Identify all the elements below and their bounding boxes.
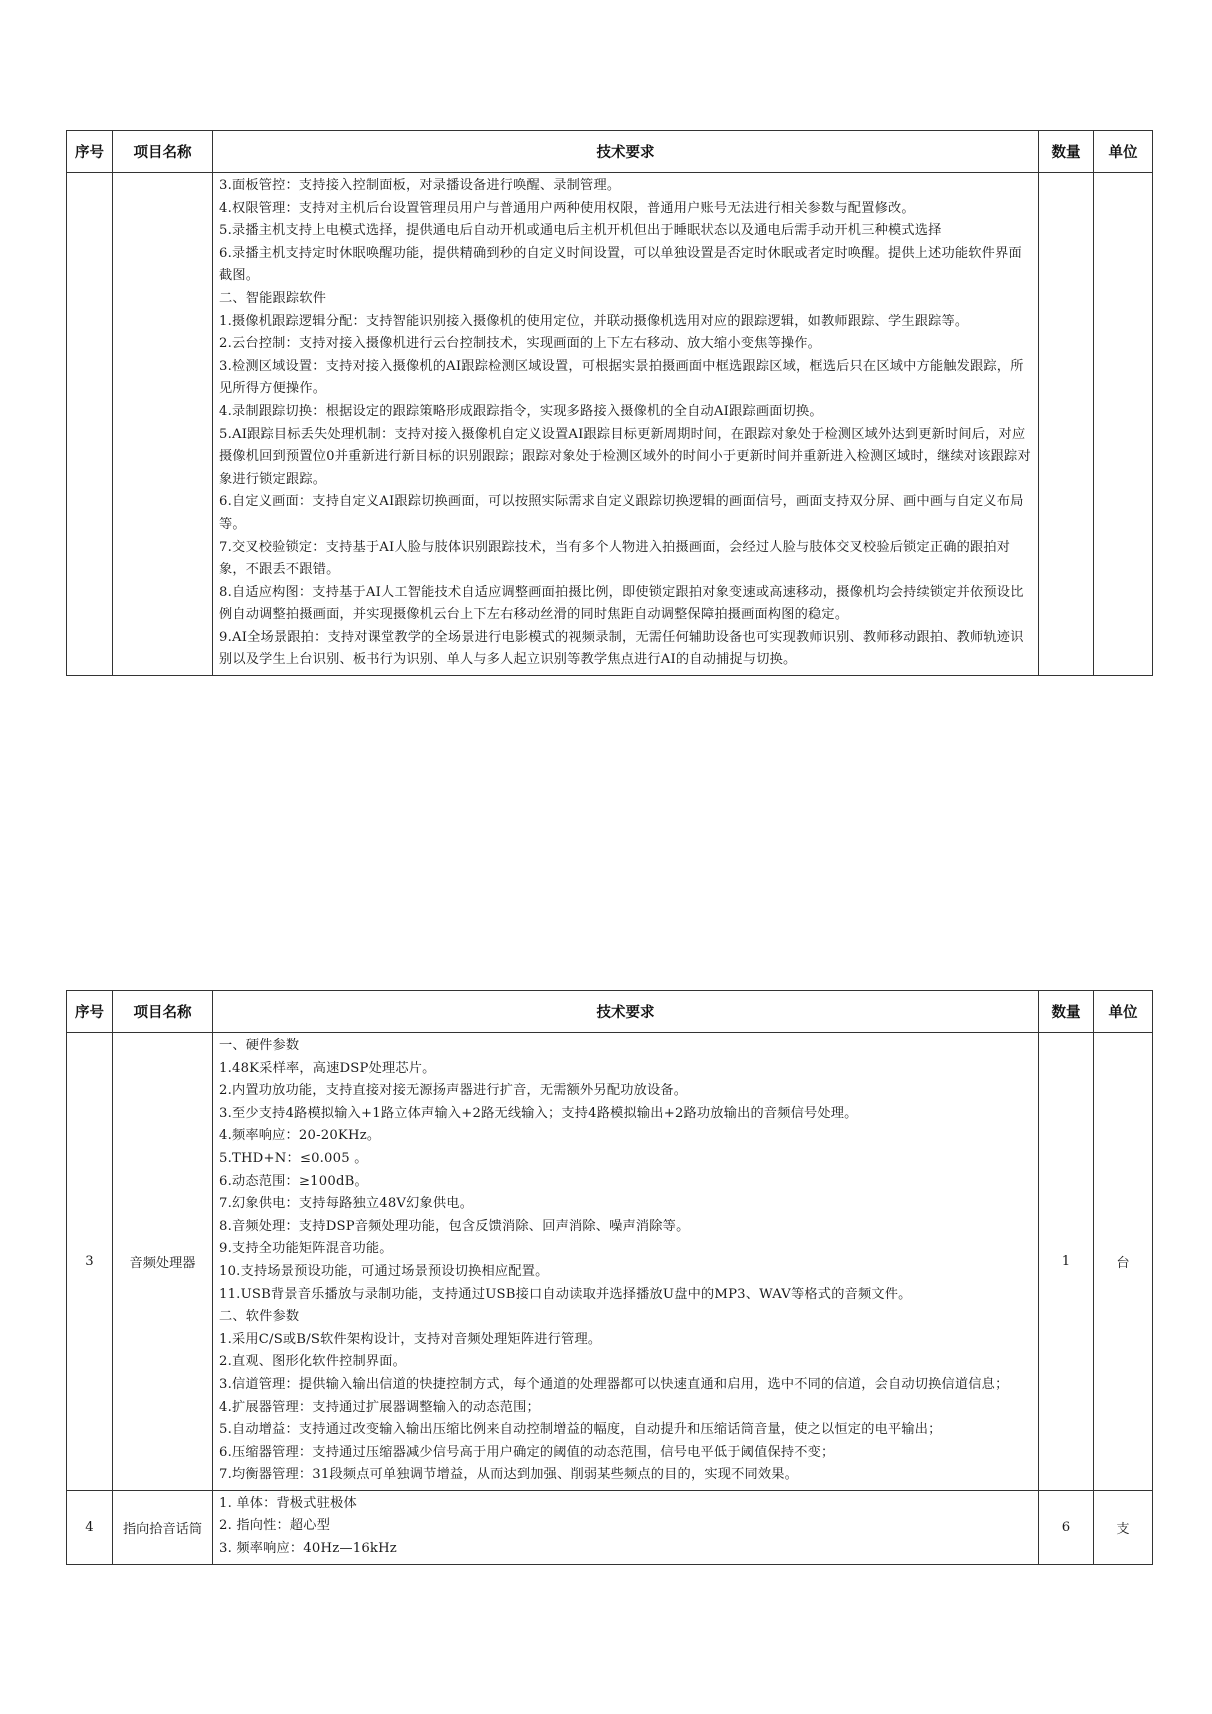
requirement-line: 6.录播主机支持定时休眠唤醒功能，提供精确到秒的自定义时间设置，可以单独设置是否定时休眠或者定时唤醒。提供上述功能软件界面截图。 [219,245,1022,284]
cell-quantity: 6 [1039,1490,1094,1564]
requirement-line: 3.面板管控：支持接入控制面板，对录播设备进行唤醒、录制管理。 [219,178,621,193]
cell-index: 3 [67,1033,113,1491]
requirement-line: 4.权限管理：支持对主机后台设置管理员用户与普通用户两种使用权限，普通用户账号无法进行相关参数与配置修改。 [219,200,915,216]
requirement-line: 8.音频处理：支持DSP音频处理功能，包含反馈消除、回声消除、噪声消除等。 [219,1218,690,1234]
header-unit: 单位 [1094,991,1153,1033]
requirement-line: 7.交叉校验锁定：支持基于AI人脸与肢体识别跟踪技术，当有多个人物进入拍摄画面，会经过人脸与肢体交叉校验后锁定正确的跟拍对象，不跟丢不跟错。 [219,539,1011,578]
table-header-row [67,131,1153,173]
table-row [67,173,1153,676]
requirement-line: 2. 指向性：超心型 [219,1518,331,1534]
requirement-line: 1.采用C/S或B/S软件架构设计，支持对音频处理矩阵进行管理。 [219,1331,602,1347]
requirement-line: 5.录播主机支持上电模式选择，提供通电后自动开机或通电后主机开机但出于睡眠状态以及通电后需手动开机三种模式选择 [219,223,942,239]
header-quantity: 数量 [1039,131,1094,173]
header-requirements: 技术要求 [213,991,1039,1033]
requirement-line: 2.直观、图形化软件控制界面。 [219,1354,407,1370]
table-row [67,1490,1153,1564]
requirement-line: 3.检测区域设置：支持对接入摄像机的AI跟踪检测区域设置，可根据实景拍摄画面中框选跟踪区域，框选后只在区域中方能触发跟踪，所见所得方便操作。 [219,358,1024,397]
header-quantity: 数量 [1039,991,1094,1033]
requirement-line: 5.AI跟踪目标丢失处理机制：支持对接入摄像机自定义设置AI跟踪目标更新周期时间，在跟踪对象处于检测区域外达到更新时间后，对应摄像机回到预置位0并重新进行新目标的识别跟踪；跟踪对象处于检测区域外的时间小于更新时间并重新进入检测区域时，继续对该跟踪对象进行锁定跟踪。 [219,426,1031,487]
requirement-line: 1.摄像机跟踪逻辑分配：支持智能识别接入摄像机的使用定位，并联动摄像机选用对应的跟踪逻辑，如教师跟踪、学生跟踪等。 [219,313,969,329]
requirement-line: 二、软件参数 [219,1309,300,1325]
requirement-line: 6.动态范围：≥100dB。 [219,1173,368,1189]
cell-quantity [1039,173,1094,676]
requirement-line: 7.均衡器管理：31段频点可单独调节增益，从而达到加强、削弱某些频点的目的，实现不同效果。 [219,1467,799,1483]
cell-quantity: 1 [1039,1033,1094,1491]
table-header-row [67,991,1153,1033]
cell-requirements [213,1033,1039,1491]
header-unit: 单位 [1094,131,1153,173]
cell-index [67,173,113,676]
requirement-line: 2.云台控制：支持对接入摄像机进行云台控制技术，实现画面的上下左右移动、放大缩小变焦等操作。 [219,336,822,352]
requirement-line: 3.信道管理：提供输入输出信道的快捷控制方式，每个通道的处理器都可以快速直通和启用，选中不同的信道，会自动切换信道信息； [219,1376,1009,1392]
requirement-line: 2.内置功放功能，支持直接对接无源扬声器进行扩音，无需额外另配功放设备。 [219,1083,688,1099]
cell-name: 指向拾音话筒 [113,1490,213,1564]
table-row [67,1033,1153,1491]
cell-name [113,173,213,676]
requirement-line: 10.支持场景预设功能，可通过场景预设切换相应配置。 [219,1263,549,1279]
requirement-line: 4.录制跟踪切换：根据设定的跟踪策略形成跟踪指令，实现多路接入摄像机的全自动AI跟踪画面切换。 [219,403,823,419]
header-name: 项目名称 [113,991,213,1033]
requirement-line: 9.AI全场景跟拍：支持对课堂教学的全场景进行电影模式的视频录制，无需任何辅助设备也可实现教师识别、教师移动跟拍、教师轨迹识别以及学生上台识别、板书行为识别、单人与多人起立识别等教学焦点进行AI的自动捕捉与切换。 [219,629,1024,668]
cell-unit: 支 [1094,1490,1153,1564]
cell-requirements [213,1490,1039,1564]
header-index: 序号 [67,131,113,173]
requirement-line: 一、硬件参数 [219,1038,300,1053]
requirement-line: 3. 频率响应：40Hz—16kHz [219,1541,397,1557]
cell-index: 4 [67,1490,113,1564]
requirement-line: 4.频率响应：20-20KHz。 [219,1128,381,1144]
spec-table-1 [66,130,1153,676]
spec-table-2 [66,990,1153,1565]
requirement-line: 4.扩展器管理：支持通过扩展器调整输入的动态范围； [219,1399,540,1415]
header-index: 序号 [67,991,113,1033]
requirement-line: 5.THD+N：≤0.005 。 [219,1150,368,1166]
requirement-line: 1.48K采样率，高速DSP处理芯片。 [219,1060,436,1076]
requirement-line: 6.自定义画面：支持自定义AI跟踪切换画面，可以按照实际需求自定义跟踪切换逻辑的画面信号，画面支持双分屏、画中画与自定义布局等。 [219,494,1024,532]
requirement-line: 3.至少支持4路模拟输入+1路立体声输入+2路无线输入；支持4路模拟输出+2路功放输出的音频信号处理。 [219,1105,858,1121]
requirement-line: 9.支持全功能矩阵混音功能。 [219,1241,393,1257]
cell-unit [1094,173,1153,676]
requirement-line: 11.USB背景音乐播放与录制功能，支持通过USB接口自动读取并选择播放U盘中的MP3、WAV等格式的音频文件。 [219,1286,912,1302]
requirement-line: 二、智能跟踪软件 [219,290,327,306]
cell-requirements [213,173,1039,676]
header-requirements: 技术要求 [213,131,1039,173]
requirement-line: 8.自适应构图：支持基于AI人工智能技术自适应调整画面拍摄比例，即使锁定跟拍对象变速或高速移动，摄像机均会持续锁定并依预设比例自动调整拍摄画面，并实现摄像机云台上下左右移动丝滑的同时焦距自动调整保障拍摄画面构图的稳定。 [219,584,1024,623]
cell-name: 音频处理器 [113,1033,213,1491]
requirement-line: 7.幻象供电：支持每路独立48V幻象供电。 [219,1196,474,1212]
requirement-line: 6.压缩器管理：支持通过压缩器减少信号高于用户确定的阈值的动态范围，信号电平低于阈值保持不变； [219,1444,835,1460]
header-name: 项目名称 [113,131,213,173]
cell-unit: 台 [1094,1033,1153,1491]
requirement-line: 1. 单体：背极式驻极体 [219,1495,357,1511]
requirement-line: 5.自动增益：支持通过改变输入输出压缩比例来自动控制增益的幅度，自动提升和压缩话筒音量，使之以恒定的电平输出； [219,1422,942,1438]
